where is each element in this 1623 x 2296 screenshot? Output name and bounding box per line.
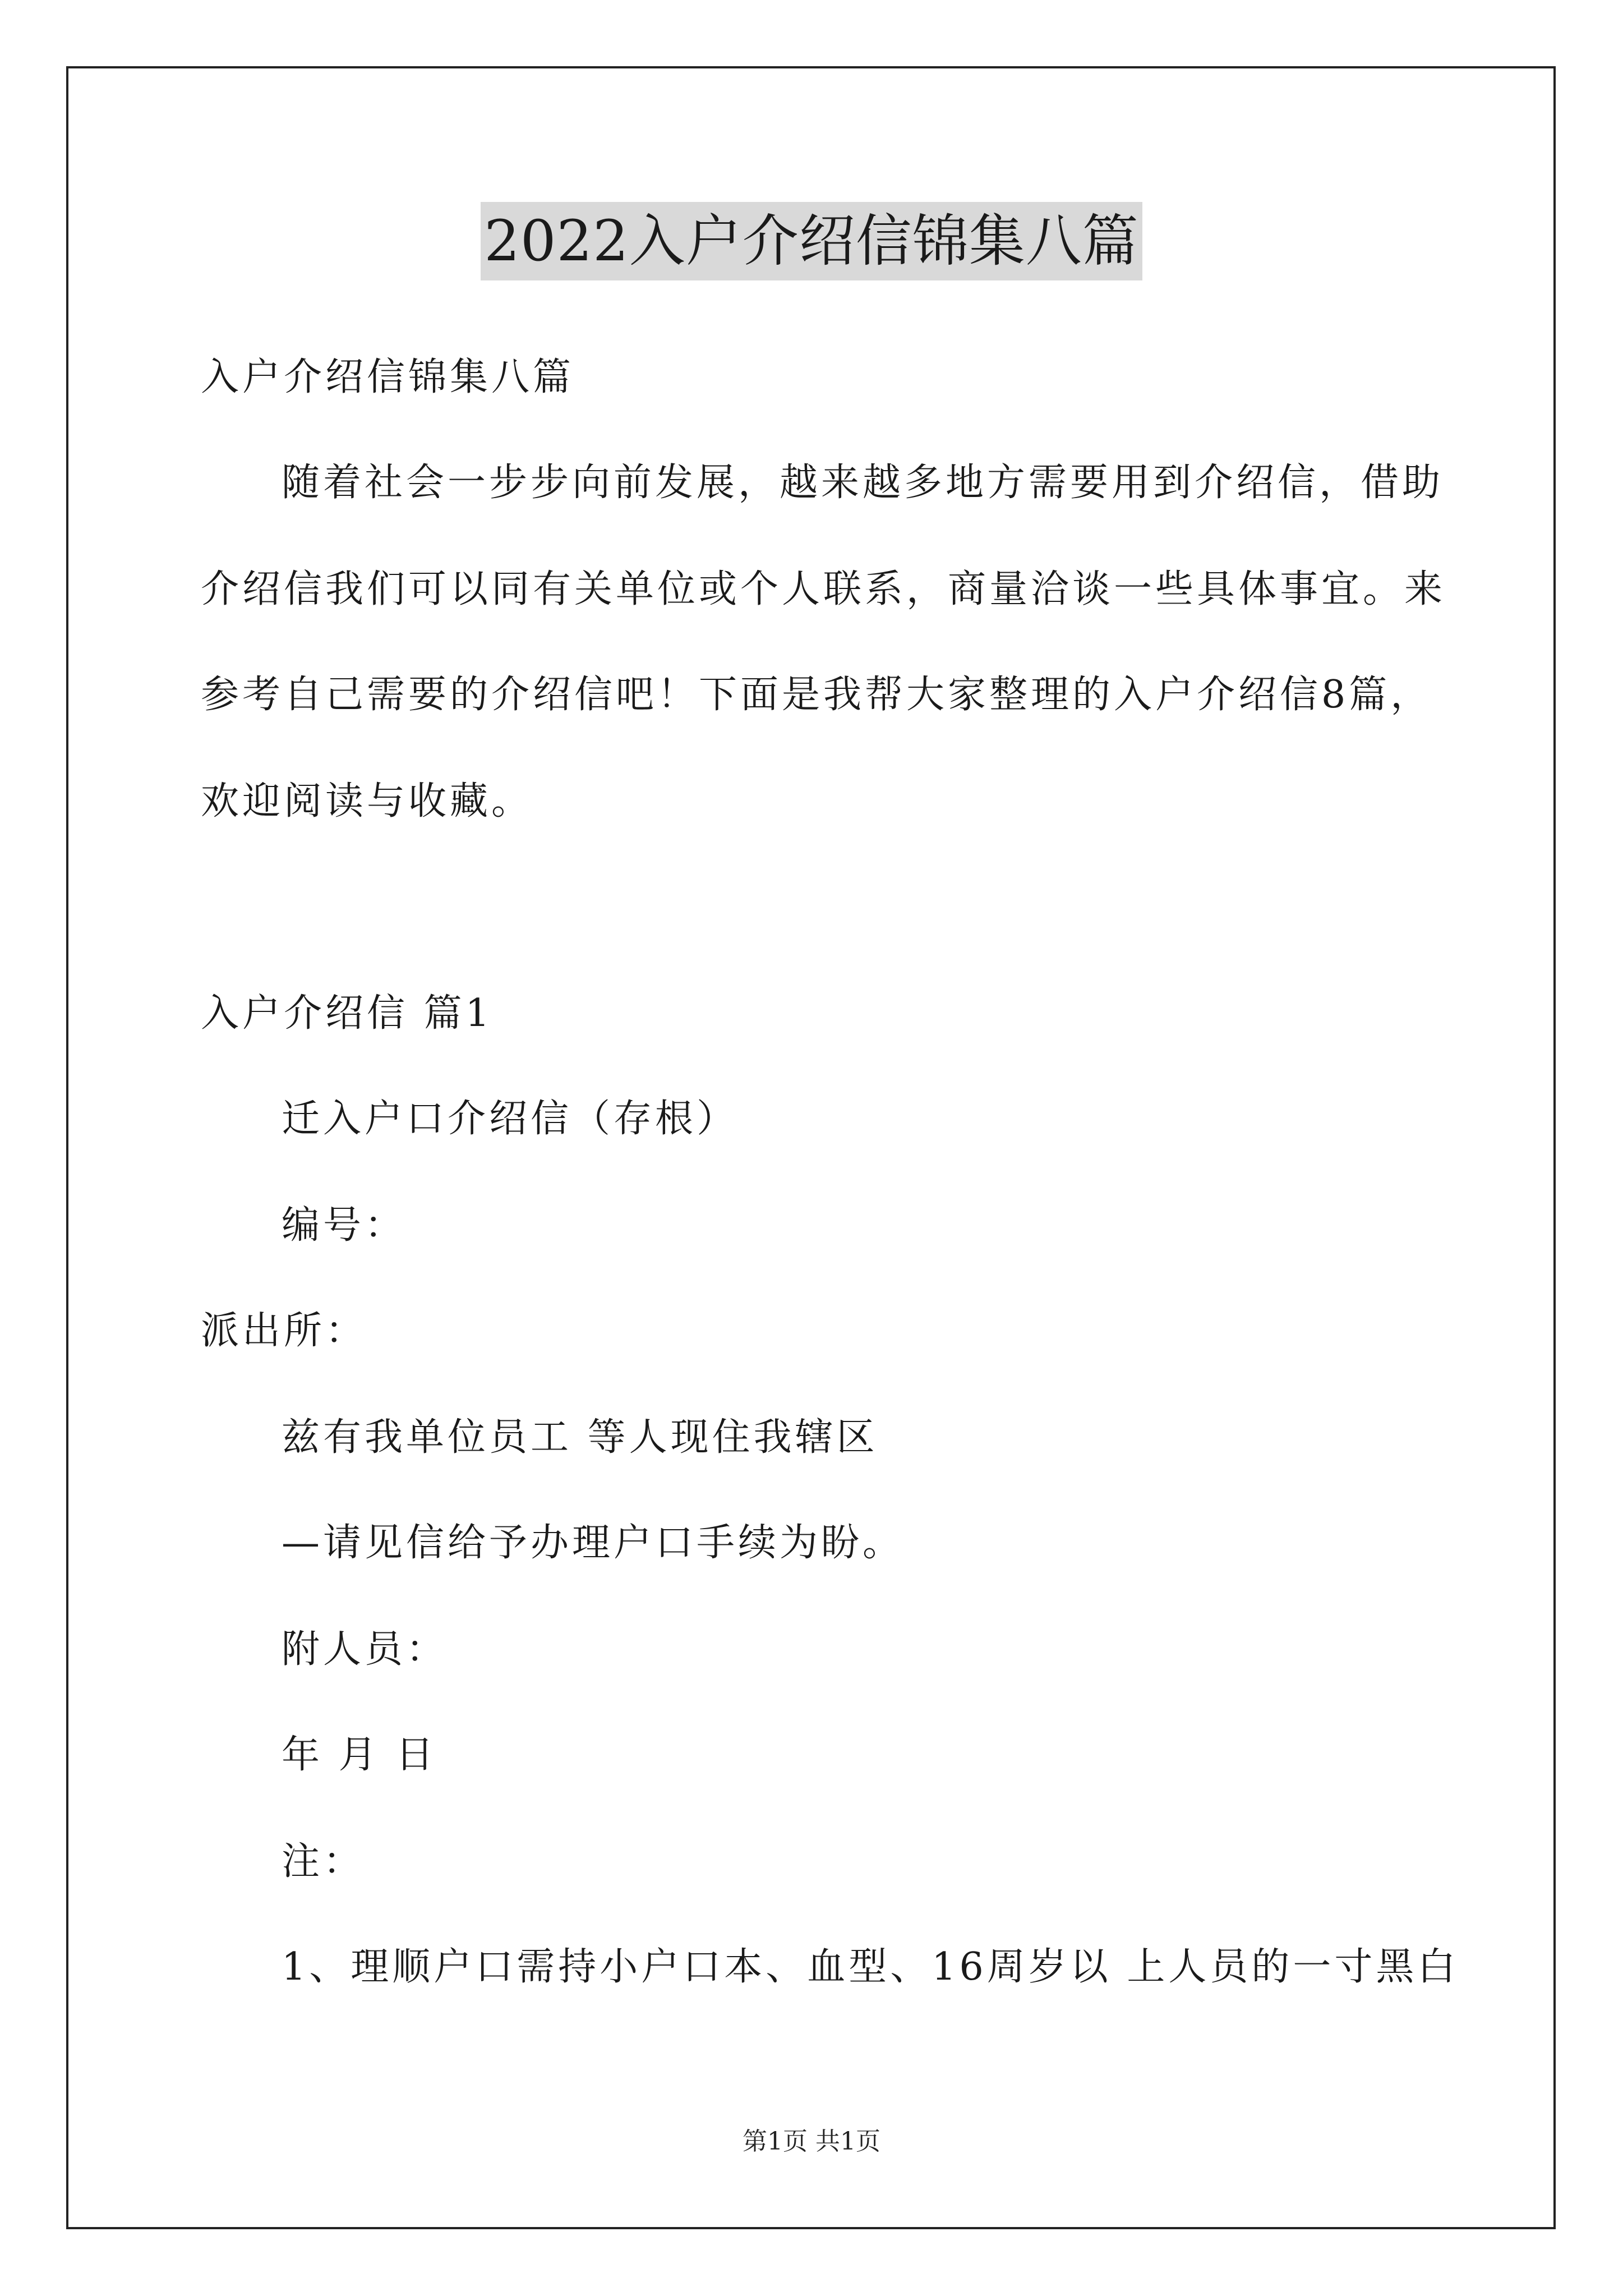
page-footer: 第1页 共1页	[743, 2127, 880, 2156]
document-title: 2022入户介绍信锦集八篇	[481, 202, 1142, 280]
body-line-6: 附人员：	[282, 1627, 448, 1672]
intro-line-3: 参考自己需要的介绍信吧！下面是我帮大家整理的入户介绍信8篇，	[201, 673, 1432, 717]
body-line-9: 1、理顺户口需持小户口本、血型、16周岁以 上人员的一寸黑白	[282, 1945, 1459, 1989]
intro-line-1: 随着社会一步步向前发展，越来越多地方需要用到介绍信，借助	[282, 461, 1444, 505]
body-line-4: 兹有我单位员工 等人现住我辖区	[282, 1415, 878, 1460]
body-line-7: 年 月 日	[282, 1733, 437, 1777]
intro-line-2: 介绍信我们可以同有关单位或个人联系，商量洽谈一些具体事宜。来	[201, 567, 1446, 611]
subtitle: 入户介绍信锦集八篇	[201, 355, 575, 399]
title-container	[0, 202, 1623, 280]
section-heading: 入户介绍信 篇1	[201, 991, 493, 1036]
intro-line-4: 欢迎阅读与收藏。	[201, 779, 533, 823]
body-line-8: 注：	[282, 1839, 365, 1884]
body-line-3: 派出所：	[201, 1309, 367, 1353]
body-line-1: 迁入户口介绍信（存根）	[282, 1097, 739, 1141]
body-line-5: —请见信给予办理户口手续为盼。	[282, 1521, 905, 1565]
body-line-2: 编号：	[282, 1203, 407, 1248]
